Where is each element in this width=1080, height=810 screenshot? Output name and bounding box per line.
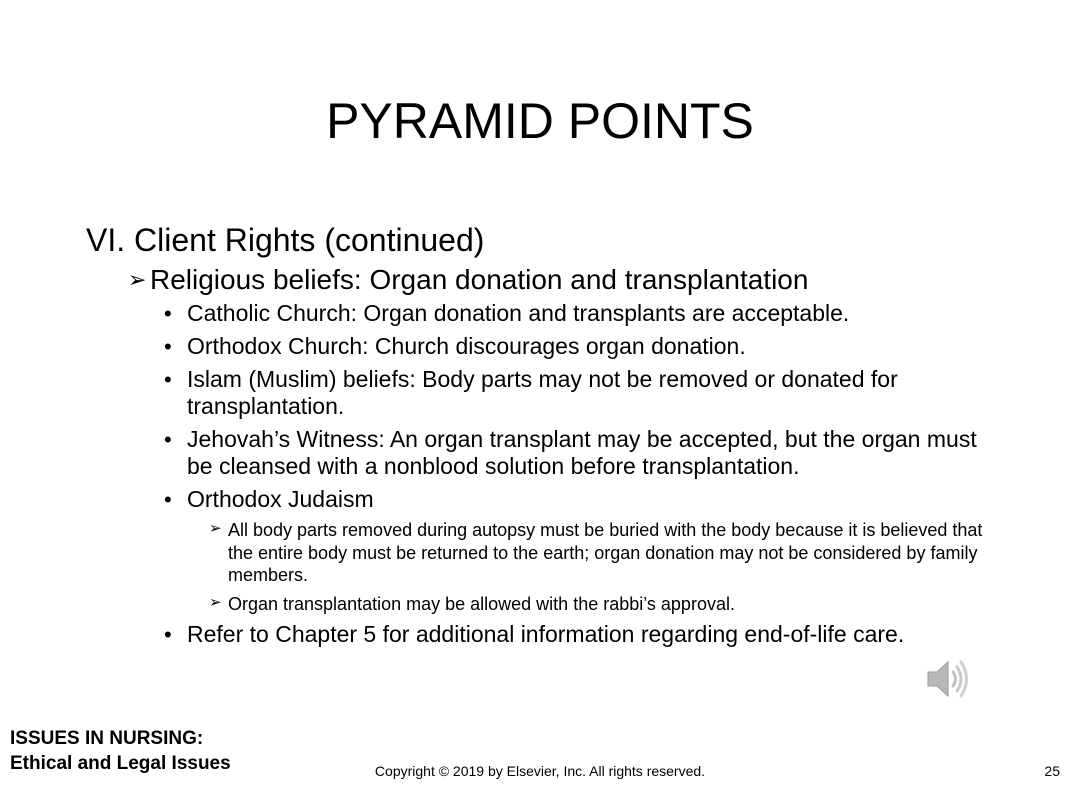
- sub-list-item: [187, 593, 1006, 616]
- bullet-text: Orthodox Judaism: [187, 486, 374, 512]
- bullet-dot-icon: •: [164, 301, 172, 326]
- bullet-dot-icon: •: [164, 367, 172, 392]
- sub-bullet-list: [187, 519, 1006, 615]
- sub-bullet-text: All body parts removed during autopsy must be buried with the body because it is believed that the entire body must be returned to the earth; organ donation may not be considered by family members.: [228, 520, 983, 585]
- bullet-dot-icon: •: [164, 334, 172, 359]
- course-title-line2: Ethical and Legal Issues: [10, 753, 231, 774]
- bullet-text: Orthodox Church: Church discourages organ donation.: [187, 333, 746, 359]
- bullet-dot-icon: •: [164, 487, 172, 512]
- speaker-icon[interactable]: [924, 656, 974, 702]
- page-number: 25: [1044, 763, 1060, 779]
- bullet-text: Refer to Chapter 5 for additional information regarding end-of-life care.: [187, 621, 905, 647]
- sub-list-item: [187, 519, 1006, 587]
- slide-title: PYRAMID POINTS: [326, 93, 754, 149]
- copyright: Copyright © 2019 by Elsevier, Inc. All rights reserved.: [374, 763, 706, 779]
- course-title-line1: ISSUES IN NURSING:: [10, 728, 204, 749]
- slide-content: [86, 220, 1006, 654]
- arrow-bullet-icon: ➢: [128, 267, 147, 292]
- list-item: [86, 300, 1006, 327]
- section-heading: VI. Client Rights (continued): [86, 222, 485, 258]
- sub-bullet-text: Organ transplantation may be allowed with the rabbi’s approval.: [228, 593, 735, 614]
- bullet-text: Catholic Church: Organ donation and transplants are acceptable.: [187, 300, 850, 326]
- bullet-list: [86, 300, 1006, 648]
- subheading: [86, 264, 1006, 296]
- subheading-text: Religious beliefs: Organ donation and transplantation: [150, 264, 809, 295]
- bullet-dot-icon: •: [164, 427, 172, 452]
- bullet-dot-icon: •: [164, 622, 172, 647]
- list-item: [86, 366, 1006, 420]
- arrow-bullet-icon: ➢: [209, 593, 222, 611]
- list-item: [86, 333, 1006, 360]
- arrow-bullet-icon: ➢: [209, 520, 222, 537]
- bullet-text: Jehovah’s Witness: An organ transplant may be accepted, but the organ must be cleansed with a nonblood solution before transplantation.: [187, 426, 977, 479]
- list-item: [86, 621, 1006, 648]
- list-item: [86, 426, 1006, 480]
- bullet-text: Islam (Muslim) beliefs: Body parts may not be removed or donated for transplantation.: [187, 366, 898, 419]
- list-item: [86, 486, 1006, 615]
